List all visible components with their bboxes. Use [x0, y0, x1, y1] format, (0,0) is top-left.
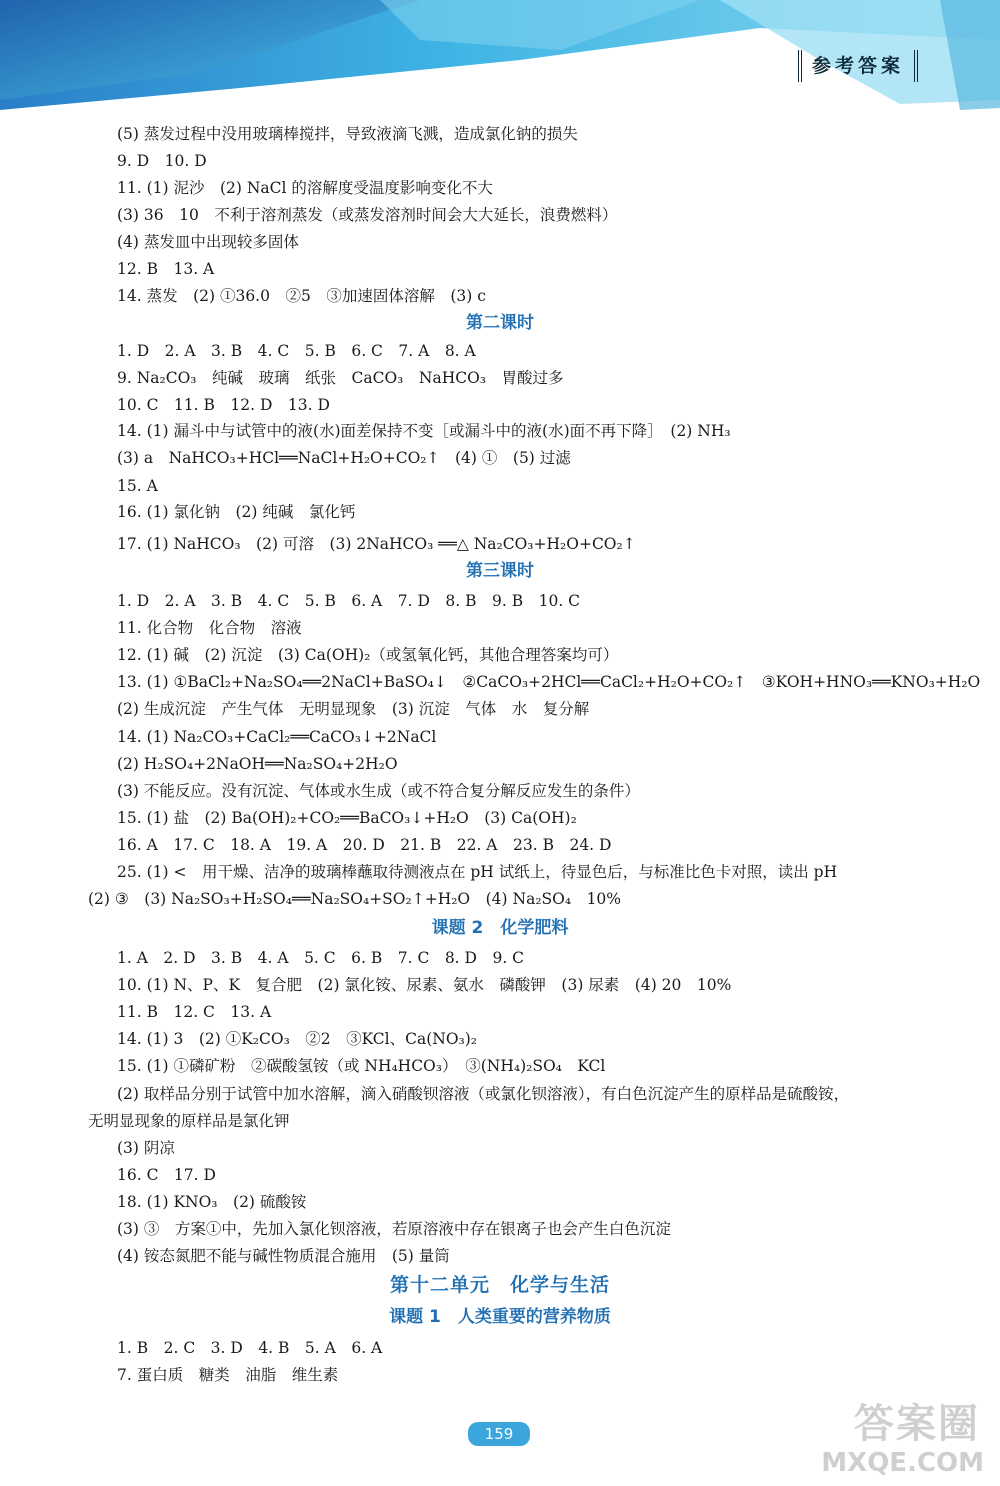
answer-line: (3) 不能反应。没有沉淀、气体或水生成（或不符合复分解反应发生的条件）	[117, 782, 640, 800]
answer-line: 14. (1) 3 (2) ①K₂CO₃ ②2 ③KCl、Ca(NO₃)₂	[117, 1030, 478, 1048]
answer-line: 9. Na₂CO₃ 纯碱 玻璃 纸张 CaCO₃ NaHCO₃ 胃酸过多	[117, 369, 564, 387]
answer-line: 16. A 17. C 18. A 19. A 20. D 21. B 22. A 23. B 24. D	[117, 836, 612, 854]
answer-line: 10. (1) N、P、K 复合肥 (2) 氯化铵、尿素、氨水 磷酸钾 (3) 尿素 (4) 20 10%	[117, 976, 732, 994]
answer-line: (2) H₂SO₄+2NaOH══Na₂SO₄+2H₂O	[117, 755, 398, 773]
answer-line: 17. (1) NaHCO₃ (2) 可溶 (3) 2NaHCO₃ ══△ Na₂CO₃+H₂O+CO₂↑	[117, 535, 636, 553]
answer-line: (3) ③ 方案①中，先加入氯化钡溶液，若原溶液中存在银离子也会产生白色沉淀	[117, 1220, 671, 1238]
watermark-text: 答案圈	[854, 1401, 980, 1447]
answer-line: 14. 蒸发 (2) ①36.0 ②5 ③加速固体溶解 (3) c	[117, 287, 486, 305]
answer-line: 12. (1) 碱 (2) 沉淀 (3) Ca(OH)₂（或氢氧化钙，其他合理答案均可）	[117, 646, 619, 664]
answer-line: 11. (1) 泥沙 (2) NaCl 的溶解度受温度影响变化不大	[117, 179, 493, 197]
answer-line: 15. (1) 盐 (2) Ba(OH)₂+CO₂══BaCO₃↓+H₂O (3) Ca(OH)₂	[117, 809, 577, 827]
answer-line: 16. C 17. D	[117, 1166, 216, 1184]
answer-line: 10. C 11. B 12. D 13. D	[117, 396, 330, 414]
answer-line: (2) 生成沉淀 产生气体 无明显现象 (3) 沉淀 气体 水 复分解	[117, 700, 590, 718]
section-heading: 课题 2 化学肥料	[431, 918, 569, 938]
section-heading: 第二课时	[466, 313, 534, 333]
answer-line: 1. B 2. C 3. D 4. B 5. A 6. A	[117, 1339, 383, 1357]
section-label: 参考答案	[798, 50, 918, 82]
answer-line: 15. (1) ①磷矿粉 ②碳酸氢铵（或 NH₄HCO₃） ③(NH₄)₂SO₄ KCl	[117, 1057, 606, 1075]
answer-line: (5) 蒸发过程中没用玻璃棒搅拌，导致液滴飞溅，造成氯化钠的损失	[117, 125, 578, 143]
answer-line: 25. (1) < 用干燥、洁净的玻璃棒蘸取待测液点在 pH 试纸上，待显色后，与标准比色卡对照，读出 pH	[117, 863, 838, 881]
answer-line: 1. D 2. A 3. B 4. C 5. B 6. A 7. D 8. B 9. B 10. C	[117, 592, 581, 610]
section-heading: 课题 1 人类重要的营养物质	[389, 1307, 611, 1327]
answer-line: 9. D 10. D	[117, 152, 207, 170]
answer-line: (4) 蒸发皿中出现较多固体	[117, 233, 299, 251]
watermark-logo	[805, 1392, 990, 1482]
answer-line: 11. 化合物 化合物 溶液	[117, 619, 302, 637]
answer-line: 7. 蛋白质 糖类 油脂 维生素	[117, 1366, 339, 1384]
answer-line: 18. (1) KNO₃ (2) 硫酸铵	[117, 1193, 307, 1211]
answer-line: 11. B 12. C 13. A	[117, 1003, 272, 1021]
answer-line: (4) 铵态氮肥不能与碱性物质混合施用 (5) 量筒	[117, 1247, 450, 1265]
page-number: 159	[468, 1422, 530, 1446]
answer-line: 12. B 13. A	[117, 260, 215, 278]
answer-line: 15. A	[117, 477, 158, 495]
answer-line: 无明显现象的原样品是氯化钾	[88, 1112, 290, 1130]
answer-line: 1. A 2. D 3. B 4. A 5. C 6. B 7. C 8. D 9. C	[117, 949, 525, 967]
section-heading: 第三课时	[466, 561, 534, 581]
unit-heading: 第十二单元 化学与生活	[389, 1274, 610, 1296]
answer-line: (2) ③ (3) Na₂SO₃+H₂SO₄══Na₂SO₄+SO₂↑+H₂O (4) Na₂SO₄ 10%	[88, 890, 622, 908]
answer-line: (3) a NaHCO₃+HCl══NaCl+H₂O+CO₂↑ (4) ① (5) 过滤	[117, 449, 571, 467]
answer-line: (3) 阴凉	[117, 1139, 175, 1157]
answer-line: 1. D 2. A 3. B 4. C 5. B 6. C 7. A 8. A	[117, 342, 476, 360]
answer-line: (3) 36 10 不利于溶剂蒸发（或蒸发溶剂时间会大大延长，浪费燃料）	[117, 206, 618, 224]
answer-line: 14. (1) 漏斗中与试管中的液(水)面差保持不变［或漏斗中的液(水)面不再下降］ (2) NH₃	[117, 422, 731, 440]
answer-line: (2) 取样品分别于试管中加水溶解，滴入硝酸钡溶液（或氯化钡溶液），有白色沉淀产生的原样品是硫酸铵，	[117, 1085, 850, 1103]
answer-line: 16. (1) 氯化钠 (2) 纯碱 氯化钙	[117, 503, 356, 521]
answer-line: 13. (1) ①BaCl₂+Na₂SO₄══2NaCl+BaSO₄↓ ②CaCO₃+2HCl══CaCl₂+H₂O+CO₂↑ ③KOH+HNO₃══KNO₃+H₂O	[117, 673, 981, 691]
header-banner	[0, 0, 1000, 110]
watermark-url: MXQE.COM	[821, 1448, 984, 1478]
answer-line: 14. (1) Na₂CO₃+CaCl₂══CaCO₃↓+2NaCl	[117, 728, 437, 746]
